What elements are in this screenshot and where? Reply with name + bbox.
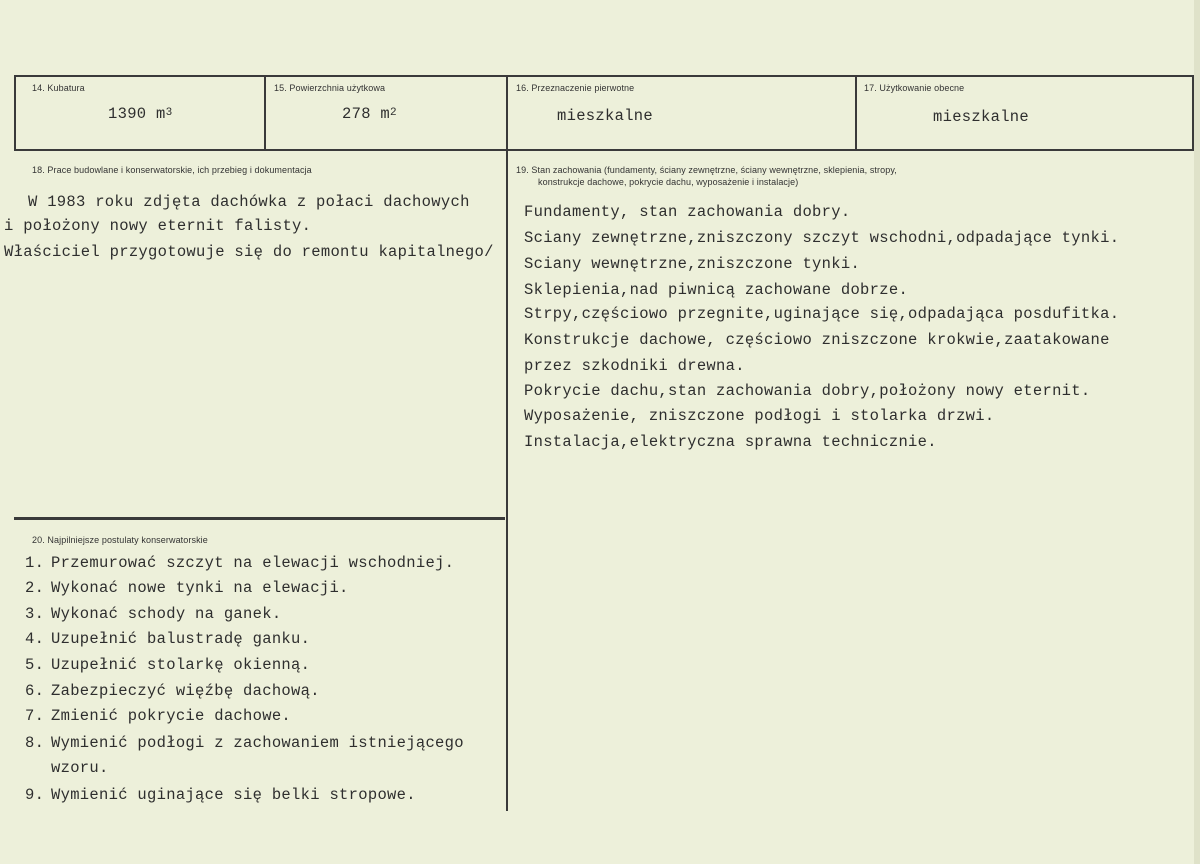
left-border bbox=[14, 75, 16, 151]
list-item: 5. Uzupełnić stolarkę okienną. bbox=[25, 656, 311, 674]
przeznaczenie-value: mieszkalne bbox=[557, 107, 654, 125]
list-item-continuation: wzoru. bbox=[51, 759, 109, 777]
list-item: 6. Zabezpieczyć więźbę dachową. bbox=[25, 682, 320, 700]
uzytkowanie-label: 17. Użytkowanie obecne bbox=[864, 83, 965, 93]
przeznaczenie-label: 16. Przeznaczenie pierwotne bbox=[516, 83, 635, 93]
list-item: 2. Wykonać nowe tynki na elewacji. bbox=[25, 579, 349, 597]
top-rule bbox=[14, 75, 1196, 77]
list-item: 8. Wymienić podłogi z zachowaniem istniejącego bbox=[25, 734, 464, 752]
stan-line-2: Sciany zewnętrzne,zniszczony szczyt wschodni,odpadające tynki. bbox=[524, 229, 1120, 247]
uzytkowanie-value: mieszkalne bbox=[933, 108, 1030, 126]
header-divider-3 bbox=[855, 75, 857, 151]
prace-label: 18. Prace budowlane i konserwatorskie, ich przebieg i dokumentacja bbox=[32, 165, 312, 175]
prace-line-1: W 1983 roku zdjęta dachówka z połaci dachowych bbox=[28, 193, 470, 211]
stan-line-10: Instalacja,elektryczna sprawna technicznie. bbox=[524, 433, 937, 451]
stan-label-line-1: 19. Stan zachowania (fundamenty, ściany zewnętrzne, ściany wewnętrzne, sklepienia, stropy, bbox=[516, 165, 897, 175]
stan-line-1: Fundamenty, stan zachowania dobry. bbox=[524, 203, 851, 221]
scan-edge bbox=[1194, 0, 1200, 864]
powierzchnia-value: 278 $m^2$ bbox=[342, 105, 397, 123]
prace-line-3: Właściciel przygotowuje się do remontu kapitalnego/ bbox=[4, 243, 494, 261]
stan-line-5: Strpy,częściowo przegnite,uginające się,odpadająca posdufitka. bbox=[524, 305, 1120, 323]
stan-line-6: Konstrukcje dachowe, częściowo zniszczone krokwie,zaatakowane bbox=[524, 331, 1110, 349]
prace-line-2: i położony nowy eternit falisty. bbox=[4, 217, 312, 235]
header-divider-1 bbox=[264, 75, 266, 151]
list-item: 9. Wymienić uginające się belki stropowe. bbox=[25, 786, 416, 804]
stan-line-9: Wyposażenie, zniszczone podłogi i stolarka drzwi. bbox=[524, 407, 995, 425]
prace-text bbox=[4, 193, 524, 273]
header-divider-2 bbox=[506, 75, 508, 811]
stan-line-3: Sciany wewnętrzne,zniszczone tynki. bbox=[524, 255, 861, 273]
stan-line-4: Sklepienia,nad piwnicą zachowane dobrze. bbox=[524, 281, 909, 299]
stan-text bbox=[524, 203, 1184, 463]
list-item: 7. Zmienić pokrycie dachowe. bbox=[25, 707, 292, 725]
postulaty-label: 20. Najpilniejsze postulaty konserwatorskie bbox=[32, 535, 208, 545]
header-bottom-rule bbox=[14, 149, 1196, 151]
kubatura-value: 1390 $m^3$ bbox=[108, 105, 173, 123]
stan-label-line-2: konstrukcje dachowe, pokrycie dachu, wyposażenie i instalacje) bbox=[538, 177, 799, 187]
kubatura-label: 14. Kubatura bbox=[32, 83, 85, 93]
powierzchnia-label: 15. Powierzchnia użytkowa bbox=[274, 83, 386, 93]
section-18-bottom-rule bbox=[14, 517, 505, 520]
stan-line-8: Pokrycie dachu,stan zachowania dobry,położony nowy eternit. bbox=[524, 382, 1091, 400]
list-item: 4. Uzupełnić balustradę ganku. bbox=[25, 630, 311, 648]
postulaty-list bbox=[25, 554, 505, 814]
stan-line-7: przez szkodniki drewna. bbox=[524, 357, 745, 375]
list-item: 3. Wykonać schody na ganek. bbox=[25, 605, 282, 623]
list-item: 1. Przemurować szczyt na elewacji wschodniej. bbox=[25, 554, 455, 572]
